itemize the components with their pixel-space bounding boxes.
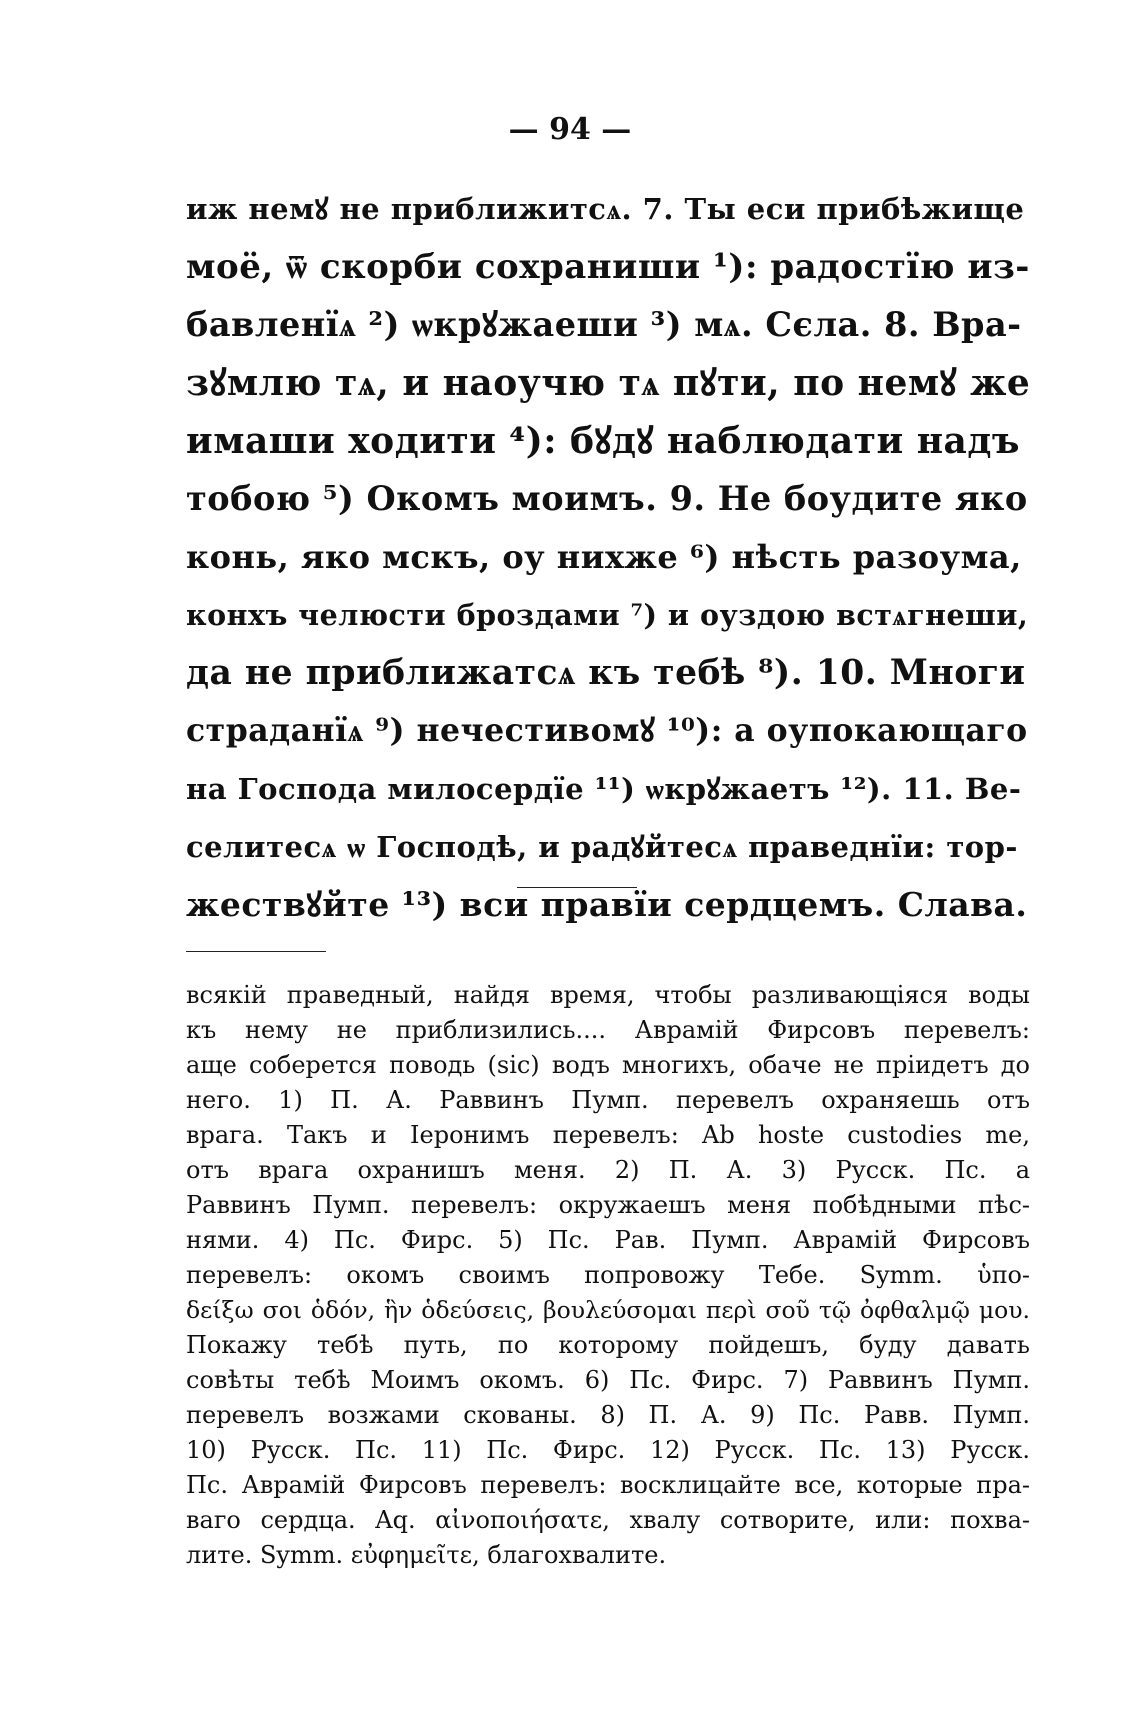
footnote-line: врага. Такъ и Іеронимъ перевелъ: Ab hoste custodies me, [186,1121,1030,1149]
footnote-line: лите. Symm. εὐφημεῖτε, благохвалите. [186,1541,667,1569]
psalm-text [186,180,1030,934]
footnote-line: 10) Русск. Пс. 11) Пс. Фирс. 12) Русск. Пс. 13) Русск. [186,1436,1030,1464]
footnote-line: перевелъ: окомъ своимъ попровожу Тебе. Symm. ὑπο- [186,1261,1030,1289]
psalm-line: зꙋмлю тѧ, и наоучю тѧ пꙋти, по немꙋ же [186,362,1030,404]
footnote-line: перевелъ возжами скованы. 8) П. А. 9) Пс. Равв. Пумп. [186,1401,1030,1429]
footnote-line: ваго сердца. Aq. αἰνοποιήσατε, хвалу сотворите, или: похва- [186,1506,1030,1534]
psalm-line: тобою ⁵) Окомъ моимъ. 9. Не боудите яко [186,479,1028,518]
footnote-line: Покажу тебѣ путь, по которому пойдешъ, буду давать [186,1331,1030,1359]
psalm-line: да не приближатсѧ къ тебѣ ⁸). 10. Многи [186,653,1026,693]
psalm-line: страданїѧ ⁹) нечестивомꙋ ¹⁰): а оупокающаго [186,712,1028,749]
footnote-line: нями. 4) Пс. Фирс. 5) Пс. Рав. Пумп. Аврамій Фирсовъ [186,1226,1030,1254]
psalm-line: иж немꙋ не приближитсѧ. 7. Ты еси прибѣжище [186,192,1025,226]
footnote-divider [186,951,326,952]
footnote-line: отъ врага охранишъ меня. 2) П. А. 3) Русск. Пс. а [186,1156,1030,1184]
footnote-line: него. 1) П. А. Раввинъ Пумп. перевелъ охраняешь отъ [186,1086,1030,1114]
footnotes [186,978,1030,1573]
psalm-line: жествꙋйте ¹³) вси правїи сердцемъ. Слава. [186,885,1028,924]
footnote-line: къ нему не приблизились.... Аврамій Фирсовъ перевелъ: [186,1016,1030,1044]
psalm-line: конхъ челюсти броздами ⁷) и оуздою встѧгнеши, [186,598,1029,632]
footnote-line: аще соберется поводь (sic) водъ многихъ, обаче не пріидетъ до [186,1051,1030,1079]
psalm-line: имаши ходити ⁴): бꙋдꙋ наблюдати надъ [186,420,1020,462]
page-number: — 94 — [508,112,632,147]
footnote-line: совѣты тебѣ Моимъ окомъ. 6) Пс. Фирс. 7) Раввинъ Пумп. [186,1366,1030,1394]
psalm-line: на Господа милосердїе ¹¹) ѡкрꙋжаетъ ¹²). 11. Ве- [186,772,1022,806]
footnote-line: Пс. Аврамій Фирсовъ перевелъ: восклицайте все, которые пра- [186,1471,1030,1499]
psalm-line: селитесѧ ѡ Господѣ, и радꙋйтесѧ праведнїи: тор- [186,830,1018,864]
section-divider [517,887,637,888]
psalm-line: моё, ѿ скорби сохраниши ¹): радостїю из- [186,247,1030,287]
footnote-line: Раввинъ Пумп. перевелъ: окружаешъ меня побѣдными пѣс- [186,1191,1030,1219]
psalm-line: бавленїѧ ²) ѡкрꙋжаеши ³) мѧ. Сєла. 8. Вра- [186,305,1022,344]
footnote-line: всякій праведный, найдя время, чтобы разливающіяся воды [186,981,1030,1009]
footnote-line: δείξω σοι ὁδόν, ἣν ὁδεύσεις, βουλεύσομαι περὶ σοῦ τῷ ὀφθαλμῷ μου. [186,1296,1030,1324]
psalm-line: конь, яко мскъ, оу нихже ⁶) нѣсть разоума, [186,538,1022,576]
